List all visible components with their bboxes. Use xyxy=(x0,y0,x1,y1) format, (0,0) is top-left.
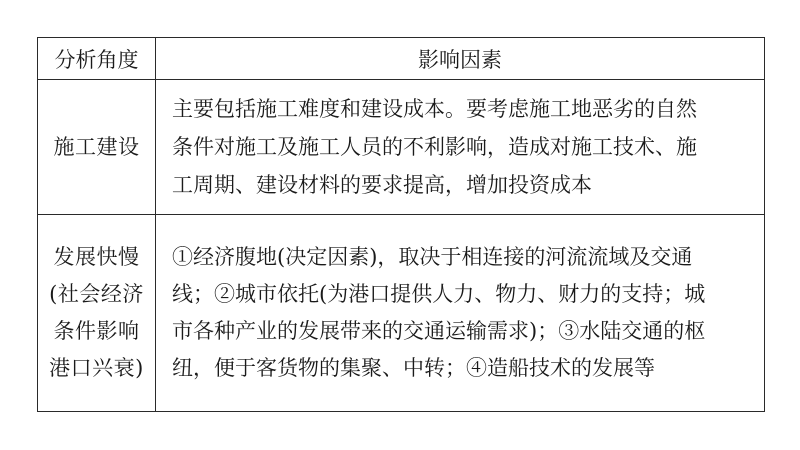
header-analysis-angle: 分析角度 xyxy=(38,38,156,80)
angle-text: 施工建设 xyxy=(53,134,140,159)
factor-text: 工周期、建设材料的要求提高，增加投资成本 xyxy=(172,173,592,197)
factor-text: 主要包括施工难度和建设成本。要考虑施工地恶劣的自然 xyxy=(172,97,697,121)
table-header-row xyxy=(38,38,765,80)
factor-text: ①经济腹地(决定因素)，取决于相连接的河流流域及交通 xyxy=(172,245,693,269)
factor-text: 纽，便于客货物的集聚、中转；④造船技术的发展等 xyxy=(172,356,655,380)
angle-text: 发展快慢 xyxy=(53,245,140,269)
factor-text: 条件对施工及施工人员的不利影响，造成对施工技术、施 xyxy=(172,135,697,159)
row-angle-construction xyxy=(38,80,156,215)
angle-text: 港口兴衰) xyxy=(49,356,144,380)
row-angle-development xyxy=(38,215,156,412)
table-row xyxy=(38,80,765,215)
angle-text: (社会经济 xyxy=(49,282,144,306)
row-factors-development xyxy=(156,215,765,412)
factor-analysis-table xyxy=(37,37,765,412)
factor-text: 线；②城市依托(为港口提供人力、物力、财力的支持；城 xyxy=(172,282,706,306)
header-influencing-factors: 影响因素 xyxy=(156,38,765,80)
factor-text: 市各种产业的发展带来的交通运输需求)；③水陆交通的枢 xyxy=(172,319,706,343)
angle-text: 条件影响 xyxy=(53,319,140,343)
row-factors-construction xyxy=(156,80,765,215)
table-row xyxy=(38,215,765,412)
